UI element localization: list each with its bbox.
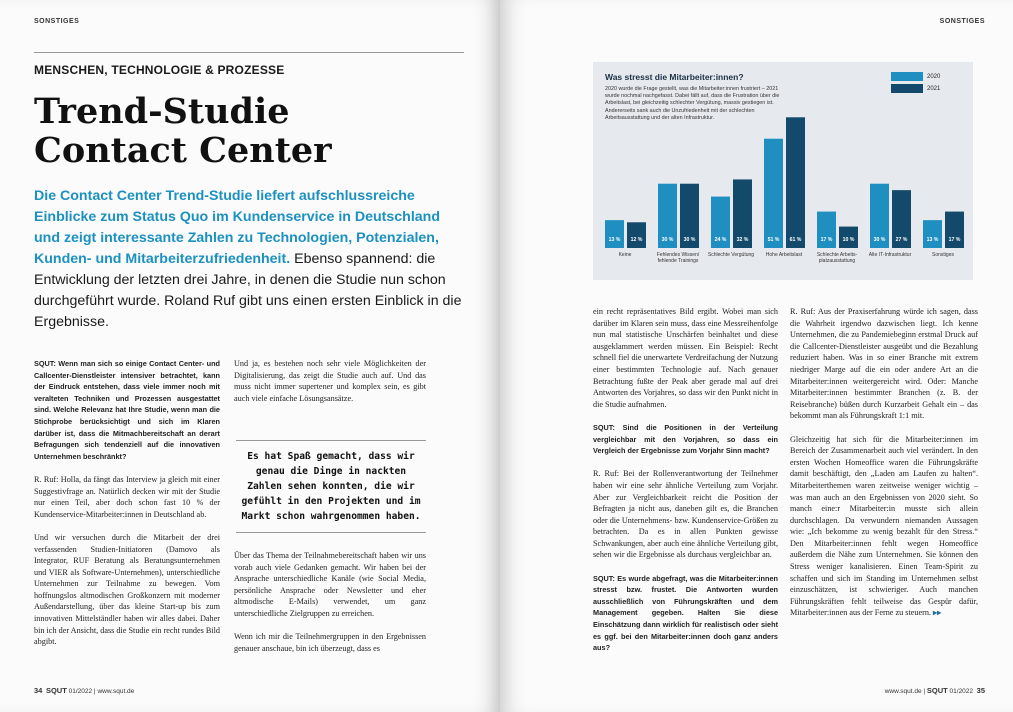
bar-label-2021-2: 32 %: [736, 237, 749, 243]
bar-label-2020-1: 30 %: [661, 237, 674, 243]
category-label-3: Hohe Arbeitslast: [765, 252, 803, 258]
paragraph-teilnehmergruppen: Wenn ich mir die Teilnehmergruppen in den Ergebnissen genauer anschaue, bin ich überzeugt, dass es: [234, 632, 426, 653]
category-label-0: Keine: [618, 252, 632, 258]
answer-3: R. Ruf: Aus der Praxiserfahrung würde ich sagen, dass die Wahrheit irgendwo dazwischen liegt. Ich kenne Unternehmen, die zu Pandemiebeginn erstmal Druck auf die Callcenter-Dienstleister ausgeübt und die Bezahlung reduziert haben. Was in so einer Branche mit extrem niedriger Marge auf die ein oder andere Art an die Mitarbeiter:innen weitergereicht wird. Oder: Manche Mitarbeiter:innen bestimmter Branchen (z. B. der Reisebranche) büßen durch Kurzarbeit Gehalt ein – das bekommt man als Führungskraft 1:1 mit.: [790, 307, 978, 421]
bar-label-2020-3: 51 %: [767, 237, 780, 243]
question-1: SQUT: Wenn man sich so einige Contact Center- und Callcenter-Dienstleister intensiver betrachtet, kann der Eindruck entstehen, dass viele immer noch mit veralteten Techniken und Prozessen ausgestattet sind. Welche Relevanz hat Ihre Studie, wenn man die Stichprobe berücksichtigt und sich im Klaren darüber ist, dass die Mitmachbereitschaft an derart Befragungen sich tendenziell auf die innovativen Unternehmen beschränkt?: [34, 359, 220, 461]
footer-right: www.squt.de | SQUT 01/2022 35: [884, 686, 985, 695]
pull-quote: Es hat Spaß gemacht, dass wir genau die Dinge in nackten Zahlen sehen konnten, die wir gefühlt in den Projekten und im Markt schon wahrgenommen haben.: [236, 440, 426, 533]
running-head-right: SONSTIGES: [939, 18, 985, 25]
paragraph-digitalisierung: Und ja, es bestehen noch sehr viele Möglichkeiten der Digitalisierung, das zeigt die Studie auch auf. Und das muss nicht immer supertener und komplex sein, es gibt auch viele einfache Lösungsansätze.: [234, 359, 426, 403]
bar-2021-3: [786, 117, 805, 248]
lead-highlight: Die Contact Center Trend-Studie liefert aufschlussreiche Einblicke zum Status Quo im Kundenservice in Deutschland und zeigt interessante Zahlen zu Technologien, Potenzialen, Kunden- und Mitarbeiterzufriedenheit.: [34, 188, 441, 267]
answer-3-cont: [790, 434, 978, 620]
category-label-6: Sonstiges: [932, 252, 954, 258]
bar-label-2021-0: 12 %: [630, 237, 643, 243]
legend-label-2021: 2021: [927, 86, 941, 93]
answer-3-text: Gleichzeitig hat sich für die Mitarbeiter:innen im Bereich der Zusammenarbeit auch viel verändert. In den ersten Wochen Homeoffice waren die Führungskräfte damit beschäftigt, den „Laden am Laufen zu halten“. Mitarbeiterthemen waren zeitweise weniger wichtig – was man auch an den Ergebnissen von 2020 sieht. So manch eine:r Mitarbeiter:in musste sich allein durchschlagen. Da verwundern niemanden Aussagen wie: „Ich bekomme zu wenig bezahlt für den Stress.“ Den Mitarbeiter:innen fehlt wegen Homeoffice außerdem die Nähe zum Unternehmen. Sie können den Stress weniger kanalisieren. Einen Team-Spirit zu schaffen und sich im Standing im Unternehmen selbst einzuschätzen, ist schwieriger. Auch manchen Führungskräften fehlt teilweise das Gespür dafür, Mitarbeiter:innen aus der Ferne zu steuern.: [790, 434, 978, 618]
left-column-1: [34, 358, 220, 659]
left-column-2-top: [234, 358, 426, 416]
right-page: [500, 0, 1013, 712]
bar-label-2020-2: 24 %: [714, 237, 727, 243]
bar-label-2021-4: 10 %: [842, 237, 855, 243]
bar-label-2020-5: 30 %: [873, 237, 886, 243]
bar-2020-3: [764, 139, 783, 248]
lead-rest: Ebenso spannend: die Entwicklung der letzten drei Jahre, in denen die Studie nun schon durchgeführt wurde. Roland Ruf gibt uns einen ersten Einblick in die Ergebnisse.: [34, 251, 462, 330]
running-head-left: SONSTIGES: [34, 18, 80, 25]
url-left[interactable]: www.squt.de: [97, 688, 135, 695]
stress-chart: [593, 62, 973, 280]
bar-2021-0: [627, 222, 646, 248]
issue-right: 01/2022: [949, 688, 974, 695]
bar-2020-6: [923, 220, 942, 248]
continue-arrow-icon: ▸▸: [933, 608, 942, 618]
left-column-2-bottom: [234, 550, 426, 666]
bar-label-2020-4: 17 %: [820, 237, 833, 243]
magazine-name-right: SQUT: [926, 686, 948, 695]
magazine-name-left: SQUT: [45, 686, 67, 695]
bar-label-2021-5: 27 %: [895, 237, 908, 243]
title-line-1: Trend-Studie: [34, 91, 290, 132]
bar-label-2021-3: 61 %: [789, 237, 802, 243]
question-2: SQUT: Sind die Positionen in der Verteilung vergleichbar mit den Vorjahren, so dass ein Vergleich der Ergebnisse zum Vorjahr Sinn macht?: [593, 422, 778, 456]
paragraph-teilnahme: Über das Thema der Teilnahmebereitschaft haben wir uns vorab auch viele Gedanken gemacht. Wir haben bei der Ansprache unterschiedliche Kanäle (wie Social Media, persönliche Ansprache oder Newsletter und eher altmodische E-Mails) verwendet, um ganz unterschiedliche Zielgruppen zu erreichen.: [234, 551, 426, 618]
right-column-2: [790, 306, 978, 631]
issue-left: 01/2022: [68, 688, 93, 695]
paragraph-repraesentativ: ein recht repräsentatives Bild ergibt. Wobei man sich darüber im Klaren sein muss, dass eine Messreihenfolge nun mal statistische Unschärfen beinhaltet und diese ausgeklammert werden müssen. Ein Beispiel: Recht schnell fiel die unerwartete Verdreifachung der Nutzung einer bestimmten Technologie auf. Nach genauer Betrachtung fußte der Peak aber gerade mal auf drei Antworten des Vorjahres, so dass wir den Punkt nicht in die Studie aufnahmen.: [593, 307, 778, 409]
article-kicker: MENSCHEN, TECHNOLOGIE & PROZESSE: [34, 52, 464, 77]
chart-plot: [593, 62, 973, 280]
title-line-2: Contact Center: [34, 130, 332, 171]
answer-1-cont: Und wir versuchen durch die Mitarbeit der drei verfassenden Studien-Initiatoren (Damovo als Integrator, RUF Beratung als Beratungsunternehmen und VIER als Software-Unternehmen), unterschiedliche Unternehmen zur Teilnahme zu bewegen. Vom hoffnungslos altmodischen Großkonzern mit moderner Außendarstellung, über das kleine Start-up bis zum innovativen Mittelständler haben wir alles dabei. Daher bin ich der Ansicht, dass die Studie ein recht rundes Bild abgibt.: [34, 532, 220, 647]
bar-label-2020-0: 13 %: [608, 237, 621, 243]
category-label-4: Schlechte Arbeits- platzausstattung: [816, 252, 858, 265]
bar-label-2021-1: 30 %: [683, 237, 696, 243]
bar-2020-0: [605, 220, 624, 248]
legend-label-2020: 2020: [927, 74, 941, 81]
right-column-1: [593, 306, 778, 665]
answer-2: R. Ruf: Bei der Rollenverantwortung der Teilnehmer haben wir eine sehr ähnliche Verteilung zum Vorjahr. Aber zur Vergleichbarkeit reicht die Position der Befragten ja nicht aus, daneben gilt es, die Branchen oder die Unternehmens- bzw. Kundenservice-Größen zu betrachten. Da es in allen Punkten gewisse Schwankungen, aber auch eine ähnliche Verteilung gibt, sehen wir die Ergebnisse als durchaus vergleichbar an.: [593, 469, 778, 560]
category-label-5: Alte IT-Infrastruktur: [868, 252, 912, 258]
article-title: [34, 92, 474, 170]
category-label-1: Fehlendes Wissen/ fehlende Trainings: [656, 252, 700, 265]
page-number-left: 34: [34, 686, 43, 695]
bar-label-2020-6: 13 %: [926, 237, 939, 243]
left-page: [0, 0, 500, 712]
category-label-2: Schlechte Vergütung: [707, 252, 755, 258]
article-lead: [34, 186, 464, 333]
chart-title: Was stresst die Mitarbeiter:innen?: [605, 72, 744, 82]
question-3: SQUT: Es wurde abgefragt, was die Mitarbeiter:innen stresst bzw. frustet. Die Antworten wurden ausschließlich von Führungskräften und dem Management gegeben. Halten Sie diese Einschätzung dann wirklich für realistisch oder sieht es ggf. bei den Mitarbeiter:innen doch ganz anders aus?: [593, 573, 778, 653]
answer-1: R. Ruf: Holla, da fängt das Interview ja gleich mit einer Suggestivfrage an. Natürlich decken wir mit der Studie nur einen Teil, aber doch schon fast 10 % der Kundenservice-Mitarbeiter:innen in Deutschland ab.: [34, 474, 220, 519]
page-number-right: 35: [976, 686, 985, 695]
bar-label-2021-6: 17 %: [948, 237, 961, 243]
footer-left: 34 SQUT 01/2022 | www.squt.de: [34, 686, 135, 695]
url-right[interactable]: www.squt.de: [884, 688, 922, 695]
chart-note: 2020 wurde die Frage gestellt, was die Mitarbeiter:innen frustriert – 2021 wurde nochmal nachgefasst. Dabei fällt auf, dass die Frustration über die Arbeitslast, bei gleichzeitig schlechter Vergütung, massiv gestiegen ist. Andererseits sank auch die Unzufriedenheit mit der schlechten Arbeitsausstattung und der alten Infrastruktur.: [605, 86, 780, 121]
